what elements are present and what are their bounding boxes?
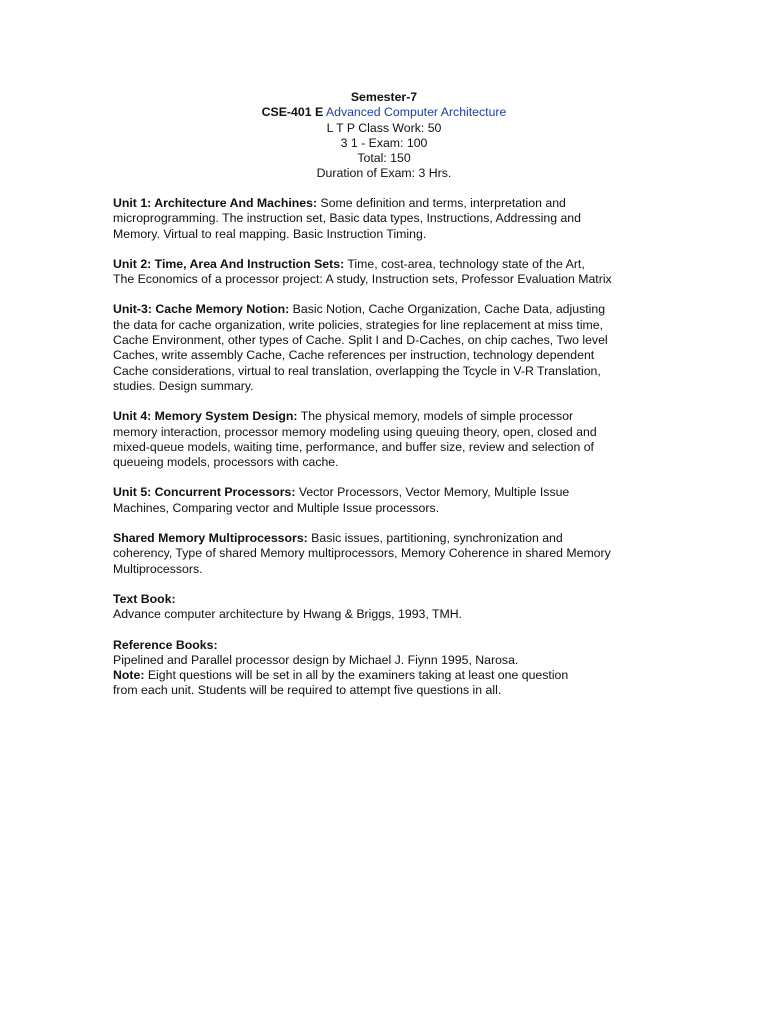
text-book-section xyxy=(113,592,673,623)
unit-3-text-line: Basic Notion, Cache Organization, Cache Data, adjusting xyxy=(289,302,606,317)
reference-books-heading: Reference Books: xyxy=(113,637,218,652)
unit-5-heading: Unit 5: Concurrent Processors: xyxy=(113,485,296,500)
unit-2-paragraph xyxy=(113,257,673,288)
unit-2-heading: Unit 2: Time, Area And Instruction Sets: xyxy=(113,256,345,271)
unit-4-text-line: The physical memory, models of simple processor xyxy=(297,409,574,424)
shared-memory-text-line: coherency, Type of shared Memory multiprocessors, Memory Coherence in shared Memory xyxy=(113,546,611,561)
unit-2-text-line: The Economics of a processor project: A study, Instruction sets, Professor Evaluation Matrix xyxy=(113,272,612,287)
course-code: CSE-401 E xyxy=(261,105,324,120)
unit-4-paragraph xyxy=(113,409,673,470)
unit-1-heading: Unit 1: Architecture And Machines: xyxy=(113,196,318,210)
unit-5-text-line: Machines, Comparing vector and Multiple Issue processors. xyxy=(113,500,440,515)
exam-duration-line: Duration of Exam: 3 Hrs. xyxy=(316,166,452,181)
unit-1-text-line: Some definition and terms, interpretation and xyxy=(317,196,566,210)
unit-1-text-line: microprogramming. The instruction set, Basic data types, Instructions, Addressing and xyxy=(113,211,581,226)
ltp-line: L T P Class Work: 50 xyxy=(326,120,442,135)
text-book-entry: Advance computer architecture by Hwang & Briggs, 1993, TMH. xyxy=(113,607,463,622)
exam-marks-line: 3 1 - Exam: 100 xyxy=(340,135,428,150)
unit-3-text-line: Caches, write assembly Cache, Cache references per instruction, technology dependent xyxy=(113,348,595,363)
course-title: Advanced Computer Architecture xyxy=(325,105,507,120)
unit-5-paragraph xyxy=(113,485,673,516)
unit-3-text-line: the data for cache organization, write policies, strategies for line replacement at miss time, xyxy=(113,317,604,332)
text-book-heading: Text Book: xyxy=(113,591,176,606)
unit-1-text-line: Memory. Virtual to real mapping. Basic Instruction Timing. xyxy=(113,226,427,241)
reference-book-entry: Pipelined and Parallel processor design by Michael J. Fiynn 1995, Narosa. xyxy=(113,652,519,667)
total-marks-line: Total: 150 xyxy=(357,151,411,166)
course-title-line xyxy=(0,105,768,120)
semester-label: Semester-7 xyxy=(350,90,418,104)
shared-memory-paragraph xyxy=(113,531,673,577)
note-text-line: from each unit. Students will be required to attempt five questions in all. xyxy=(113,683,502,698)
unit-3-text-line: studies. Design summary. xyxy=(113,378,254,393)
course-header xyxy=(0,90,768,182)
unit-4-heading: Unit 4: Memory System Design: xyxy=(113,409,298,424)
unit-3-heading: Unit-3: Cache Memory Notion: xyxy=(113,302,290,317)
shared-memory-text-line: Multiprocessors. xyxy=(113,561,203,576)
reference-books-section xyxy=(113,638,673,699)
note-heading: Note: xyxy=(113,668,145,683)
unit-3-paragraph xyxy=(113,302,673,394)
unit-2-text-line: Time, cost-area, technology state of the Art, xyxy=(344,256,585,271)
unit-4-text-line: queueing models, processors with cache. xyxy=(113,455,339,470)
unit-4-text-line: mixed-queue models, waiting time, performance, and buffer size, review and selection of xyxy=(113,439,594,454)
syllabus-content xyxy=(113,196,673,699)
unit-3-text-line: Cache considerations, virtual to real translation, overlapping the Tcycle in V-R Translation, xyxy=(113,363,601,378)
unit-3-text-line: Cache Environment, other types of Cache. Split I and D-Caches, on chip caches, Two level xyxy=(113,333,608,348)
unit-1-paragraph xyxy=(113,196,673,242)
shared-memory-text-line: Basic issues, partitioning, synchronization and xyxy=(307,531,563,546)
unit-5-text-line: Vector Processors, Vector Memory, Multiple Issue xyxy=(295,485,570,500)
unit-4-text-line: memory interaction, processor memory modeling using queuing theory, open, closed and xyxy=(113,424,597,439)
shared-memory-heading: Shared Memory Multiprocessors: xyxy=(113,531,308,546)
note-text-line: Eight questions will be set in all by the examiners taking at least one question xyxy=(144,668,569,683)
